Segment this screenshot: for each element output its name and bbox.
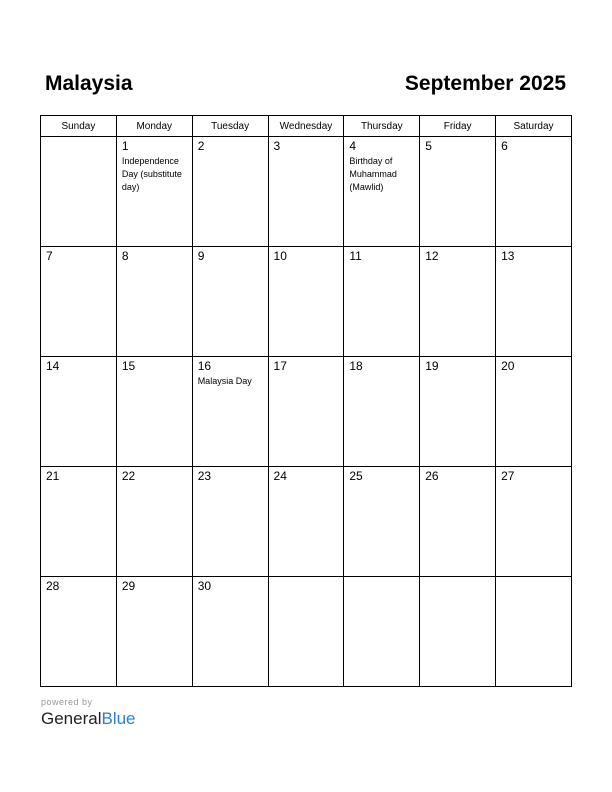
day-number: 1	[121, 139, 129, 153]
day-number: 4	[349, 139, 357, 153]
week-row	[41, 247, 572, 357]
day-number: 9	[197, 249, 205, 263]
day-number: 16	[197, 359, 212, 373]
holiday-label: Malaysia Day	[197, 376, 252, 386]
day-cell-17	[268, 357, 344, 467]
day-number: 17	[273, 359, 287, 373]
holiday-label: Birthday of Muhammad (Mawlid)	[349, 156, 397, 192]
day-cell-4	[344, 137, 420, 247]
day-cell-10	[268, 247, 344, 357]
day-number: 29	[121, 579, 136, 593]
day-cell-11	[344, 247, 420, 357]
day-number: 8	[121, 249, 129, 263]
day-cell-5	[420, 137, 496, 247]
day-cell-24	[268, 467, 344, 577]
weekday-header: Monday	[116, 116, 192, 137]
day-number: 3	[273, 139, 281, 153]
day-cell-2	[192, 137, 268, 247]
weekday-header: Thursday	[344, 116, 420, 137]
day-number: 24	[273, 469, 287, 483]
day-number: 11	[349, 249, 362, 263]
day-number: 18	[349, 359, 363, 373]
day-cell-18	[344, 357, 420, 467]
day-cell-22	[116, 467, 192, 577]
week-row	[41, 467, 572, 577]
day-cell-12	[420, 247, 496, 357]
day-cell-13	[496, 247, 572, 357]
day-number: 13	[501, 249, 515, 263]
day-cell-16	[192, 357, 268, 467]
calendar-grid	[40, 115, 572, 687]
day-cell-29	[116, 577, 192, 687]
day-number: 28	[46, 579, 60, 593]
day-number: 20	[501, 359, 515, 373]
empty-day-cell	[268, 577, 344, 687]
day-cell-23	[192, 467, 268, 577]
day-cell-15	[116, 357, 192, 467]
weekday-header-row	[41, 116, 572, 137]
generalblue-logo[interactable]	[41, 709, 136, 729]
day-cell-3	[268, 137, 344, 247]
weekday-header: Wednesday	[268, 116, 344, 137]
day-cell-1	[116, 137, 192, 247]
month-year-title: September 2025	[404, 72, 566, 95]
day-cell-6	[496, 137, 572, 247]
day-number: 26	[425, 469, 439, 483]
weekday-header: Saturday	[496, 116, 572, 137]
day-cell-21	[41, 467, 117, 577]
day-number: 6	[501, 139, 508, 153]
day-number: 7	[46, 249, 53, 263]
day-cell-28	[41, 577, 117, 687]
day-cell-30	[192, 577, 268, 687]
day-number: 15	[121, 359, 136, 373]
day-number: 5	[425, 139, 432, 153]
day-number: 21	[46, 469, 60, 483]
day-cell-8	[116, 247, 192, 357]
day-number: 10	[273, 249, 287, 263]
empty-day-cell	[344, 577, 420, 687]
day-number: 25	[349, 469, 363, 483]
brand-text-general: General	[41, 709, 102, 728]
day-number: 12	[425, 249, 439, 263]
footer-branding	[41, 697, 136, 729]
day-cell-27	[496, 467, 572, 577]
day-number: 14	[46, 359, 60, 373]
powered-by-text: powered by	[41, 697, 93, 707]
weekday-header: Friday	[420, 116, 496, 137]
empty-day-cell	[420, 577, 496, 687]
day-cell-14	[41, 357, 117, 467]
day-cell-9	[192, 247, 268, 357]
day-number: 2	[197, 139, 205, 153]
week-row	[41, 577, 572, 687]
country-title: Malaysia	[45, 72, 133, 95]
week-row	[41, 357, 572, 467]
day-number: 22	[121, 469, 136, 483]
brand-text-blue: Blue	[101, 709, 136, 728]
day-number: 19	[425, 359, 439, 373]
day-cell-19	[420, 357, 496, 467]
empty-day-cell	[496, 577, 572, 687]
day-number: 30	[197, 579, 212, 593]
empty-day-cell	[41, 137, 117, 247]
week-row	[41, 137, 572, 247]
day-number: 23	[197, 469, 212, 483]
day-cell-25	[344, 467, 420, 577]
weekday-header: Sunday	[41, 116, 117, 137]
day-cell-26	[420, 467, 496, 577]
day-number: 27	[501, 469, 515, 483]
day-cell-20	[496, 357, 572, 467]
weekday-header: Tuesday	[192, 116, 268, 137]
holiday-label: Independence Day (substitute day)	[121, 156, 182, 192]
day-cell-7	[41, 247, 117, 357]
